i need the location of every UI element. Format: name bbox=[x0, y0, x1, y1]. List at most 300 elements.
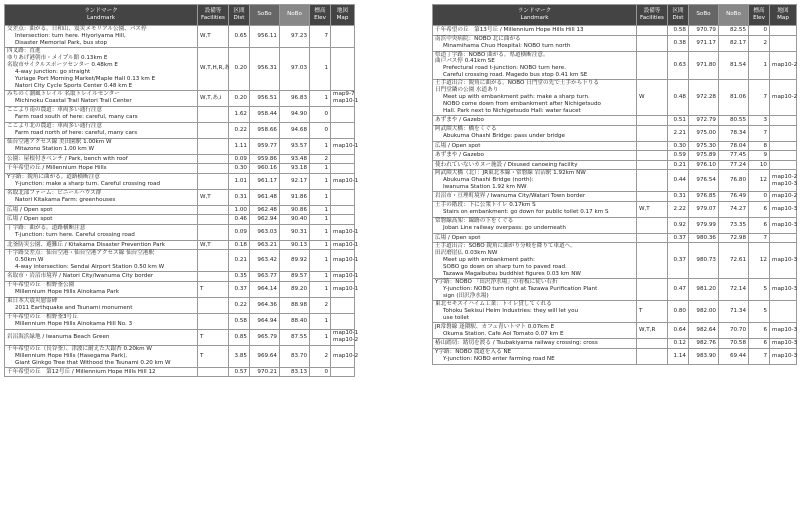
sobo-cell: 956.11 bbox=[250, 26, 280, 48]
elev-cell: 9 bbox=[749, 151, 770, 161]
facilities-cell bbox=[198, 367, 229, 377]
elev-cell: 6 bbox=[749, 339, 770, 349]
landmark-line: SOBO go down on sharp turn to paved road. bbox=[443, 264, 567, 271]
landmark-line: 常磐線高架：線路の下をくぐる bbox=[435, 218, 514, 225]
landmark-line: 丁字路：曲がる。道路横断注意 bbox=[7, 225, 86, 232]
sobo-cell: 980.73 bbox=[689, 243, 719, 279]
elev-cell: 12 bbox=[749, 170, 770, 192]
map-ref: map10-3 bbox=[772, 352, 798, 359]
map-cell bbox=[331, 240, 359, 250]
elev-cell: 1 bbox=[310, 215, 331, 225]
elev-cell: 1 bbox=[310, 250, 331, 272]
elev-cell: 12 bbox=[749, 243, 770, 279]
landmark-cell bbox=[433, 35, 637, 51]
sobo-cell: 962.48 bbox=[250, 205, 280, 215]
sobo-cell: 976.10 bbox=[689, 160, 719, 170]
elev-cell: 0 bbox=[310, 106, 331, 122]
table-row bbox=[5, 173, 355, 189]
facilities-cell bbox=[198, 106, 229, 122]
map-cell bbox=[770, 339, 797, 349]
landmark-line: 土手道出合：SOBO 鋭角に曲がり分岐を降りて車道へ。 bbox=[435, 243, 576, 250]
landmark-cell bbox=[433, 243, 637, 279]
nobo-cell: 90.40 bbox=[280, 215, 310, 225]
sobo-cell: 979.07 bbox=[689, 201, 719, 217]
landmark-line: 岩沼海浜緑地 / Iwanuma Beach Green bbox=[7, 333, 110, 340]
map-ref: map10-2 bbox=[772, 193, 798, 200]
map-cell bbox=[770, 201, 797, 217]
sobo-cell: 961.17 bbox=[250, 173, 280, 189]
table-row bbox=[5, 26, 355, 48]
landmark-cell bbox=[433, 233, 637, 243]
facilities-cell: W,T bbox=[198, 240, 229, 250]
table-row bbox=[5, 329, 355, 345]
landmark-cell bbox=[5, 48, 198, 91]
sobo-cell: 958.66 bbox=[250, 122, 280, 138]
elev-cell: 3 bbox=[749, 116, 770, 126]
table-row bbox=[433, 339, 797, 349]
table-row bbox=[433, 80, 797, 116]
elev-cell: 5 bbox=[749, 279, 770, 301]
dist-cell: 0.58 bbox=[668, 26, 689, 36]
nobo-cell: 88.98 bbox=[280, 297, 310, 313]
table-row bbox=[433, 151, 797, 161]
elev-cell: 2 bbox=[310, 345, 331, 367]
landmark-cell bbox=[5, 240, 198, 250]
landmark-line: 千年希望の丘 第12号丘 / Millennium Hope Hills Hill 12 bbox=[7, 368, 156, 375]
nobo-cell: 77.24 bbox=[719, 160, 749, 170]
elev-cell: 0 bbox=[310, 122, 331, 138]
facilities-cell: W,T bbox=[637, 201, 668, 217]
facilities-cell bbox=[198, 164, 229, 174]
dist-cell: 2.22 bbox=[668, 201, 689, 217]
dist-cell: 0.20 bbox=[229, 48, 250, 91]
landmark-line: 南浜中央病院：NOBO 北に曲がる bbox=[435, 36, 521, 43]
landmark-line: Abukuma Ohashi Bridge (north): bbox=[443, 177, 534, 184]
dist-cell: 0.64 bbox=[668, 323, 689, 339]
landmark-line: 十字路交差点：仙台空港・仙台空港アクセス線 仙台空港駅 bbox=[7, 250, 155, 257]
cue-table-right bbox=[432, 4, 797, 365]
map-cell bbox=[331, 189, 355, 205]
dist-cell: 0.57 bbox=[229, 367, 250, 377]
landmark-cell bbox=[433, 141, 637, 151]
elev-cell: 1 bbox=[310, 164, 331, 174]
landmark-cell bbox=[5, 138, 198, 154]
landmark-cell bbox=[433, 51, 637, 80]
landmark-line: 千年希望の丘（長谷釜）、津波に耐えた大銀杏 0.20km W bbox=[7, 345, 152, 352]
table-row bbox=[5, 272, 355, 282]
cue-table-left bbox=[4, 4, 359, 377]
landmark-line: 北釜防災公園、避難丘 / Kitakama Disaster Prevention Park bbox=[7, 241, 166, 248]
sobo-cell: 980.36 bbox=[689, 233, 719, 243]
facilities-cell bbox=[637, 243, 668, 279]
sobo-cell: 970.79 bbox=[689, 26, 719, 36]
landmark-line: Stairs on embankment: go down for public toilet 0.17 km S bbox=[443, 209, 609, 216]
facilities-cell bbox=[637, 348, 668, 364]
sobo-cell: 956.31 bbox=[250, 48, 280, 91]
landmark-cell bbox=[5, 90, 198, 106]
facilities-cell bbox=[637, 170, 668, 192]
facilities-cell bbox=[637, 160, 668, 170]
landmark-line: sign (田沢浄水場) bbox=[443, 293, 489, 300]
landmark-line: 阿武隈大橋（北）：JR東北本線・常磐線 岩沼駅 1.92km NW bbox=[435, 170, 586, 177]
sobo-cell: 963.42 bbox=[250, 250, 280, 272]
dist-cell: 0.09 bbox=[229, 224, 250, 240]
nobo-cell: 72.61 bbox=[719, 243, 749, 279]
map-cell bbox=[770, 243, 797, 279]
table-row bbox=[5, 224, 355, 240]
elev-cell: 6 bbox=[749, 201, 770, 217]
landmark-cell bbox=[5, 297, 198, 313]
map-ref: map10-3 bbox=[772, 327, 798, 334]
map-cell bbox=[770, 160, 797, 170]
nobo-cell: 83.70 bbox=[280, 345, 310, 367]
nobo-cell: 72.98 bbox=[719, 233, 749, 243]
map-cell bbox=[770, 116, 797, 126]
landmark-cell bbox=[5, 215, 198, 225]
landmark-cell bbox=[5, 26, 198, 48]
sobo-cell: 975.89 bbox=[689, 151, 719, 161]
sobo-cell: 982.64 bbox=[689, 323, 719, 339]
landmark-cell bbox=[5, 329, 198, 345]
sobo-cell: 983.90 bbox=[689, 348, 719, 364]
nobo-cell: 93.57 bbox=[280, 138, 310, 154]
elev-cell: 6 bbox=[749, 217, 770, 233]
landmark-line: ここより北の農道：車両多い通行注意 bbox=[7, 123, 103, 130]
map-ref: map10-1 bbox=[333, 285, 359, 292]
facilities-cell bbox=[637, 192, 668, 202]
map-ref: map10-3 bbox=[772, 257, 798, 264]
nobo-cell: 81.06 bbox=[719, 80, 749, 116]
dist-cell: 0.63 bbox=[668, 51, 689, 80]
sobo-cell: 976.85 bbox=[689, 192, 719, 202]
elev-cell: 6 bbox=[749, 323, 770, 339]
map-ref: map10-3 bbox=[772, 221, 798, 228]
landmark-cell bbox=[433, 125, 637, 141]
map-cell bbox=[770, 170, 797, 192]
table-row bbox=[5, 164, 355, 174]
landmark-cell bbox=[5, 154, 198, 164]
landmark-line: Abukuma Ohashi Bridge: pass under bridge bbox=[443, 133, 565, 140]
landmark-line: 名取北部ファーム：ビニールハウス群 bbox=[7, 190, 102, 197]
elev-cell: 2 bbox=[310, 154, 331, 164]
landmark-cell bbox=[5, 224, 198, 240]
dist-cell: 0.09 bbox=[229, 154, 250, 164]
elev-cell: 7 bbox=[749, 80, 770, 116]
table-row bbox=[433, 301, 797, 323]
facilities-cell bbox=[637, 279, 668, 301]
facilities-cell: W,T,R bbox=[637, 323, 668, 339]
landmark-line: 日門堂隣の公園 水道あり bbox=[435, 87, 499, 94]
landmark-line: Meet up with embankment path: bbox=[443, 257, 535, 264]
nobo-cell: 81.54 bbox=[719, 51, 749, 80]
nobo-cell: 70.58 bbox=[719, 339, 749, 349]
map-ref: map10-2 bbox=[772, 173, 798, 180]
dist-cell: 0.22 bbox=[229, 122, 250, 138]
nobo-cell: 90.86 bbox=[280, 205, 310, 215]
table-row bbox=[5, 90, 355, 106]
dist-cell: 0.37 bbox=[668, 243, 689, 279]
map-ref: map10-1 bbox=[333, 257, 359, 264]
header-sobo: SoBo bbox=[689, 5, 719, 26]
landmark-line: Okuma Station. Cafe Aoi Tomato 0.07 km E bbox=[443, 330, 564, 337]
table-row bbox=[433, 35, 797, 51]
landmark-line: Meet up with embankment path: make a sharp turn. bbox=[443, 94, 590, 101]
facilities-cell bbox=[637, 151, 668, 161]
sobo-cell: 982.76 bbox=[689, 339, 719, 349]
table-row bbox=[433, 170, 797, 192]
header-map: 地図 Map bbox=[770, 5, 797, 26]
map-cell bbox=[770, 80, 797, 116]
table-row bbox=[433, 233, 797, 243]
landmark-cell bbox=[433, 170, 637, 192]
landmark-line: 名取市・岩沼市境界 / Natori City/Iwanuma City border bbox=[7, 273, 154, 280]
landmark-cell bbox=[5, 313, 198, 329]
landmark-line: Y-junction: make a sharp turn. Careful crossing road bbox=[15, 181, 161, 188]
landmark-cell bbox=[5, 345, 198, 367]
landmark-line: Giant Ginkgo Tree that Withood the Tsunami 0.20 km W bbox=[15, 359, 171, 366]
landmark-line: JR常磐線 逢隈駅、カフェ青いトマト 0.07km E bbox=[435, 323, 555, 330]
header-dist: 区間 Dist bbox=[229, 5, 250, 26]
map-ref: map9-7 bbox=[333, 91, 355, 98]
map-cell bbox=[770, 35, 797, 51]
map-cell bbox=[331, 138, 359, 154]
elev-cell: 1 bbox=[310, 138, 331, 154]
facilities-cell bbox=[198, 122, 229, 138]
landmark-cell bbox=[5, 250, 198, 272]
map-cell bbox=[331, 345, 359, 367]
facilities-cell: T bbox=[198, 281, 229, 297]
nobo-cell: 69.44 bbox=[719, 348, 749, 364]
facilities-cell: W,T,H,R,あ bbox=[198, 48, 229, 91]
map-ref: map10-1 bbox=[333, 330, 359, 337]
landmark-line: Farm road south of here: careful, many cars bbox=[15, 114, 138, 121]
table-row bbox=[433, 51, 797, 80]
nobo-cell: 72.14 bbox=[719, 279, 749, 301]
landmark-line: 県道丁字路：NOBO 曲がる。県道横断注意。 bbox=[435, 51, 549, 58]
landmark-line: Y字路：NOBO 農道を入る NE bbox=[435, 349, 512, 356]
table-row bbox=[5, 313, 355, 329]
elev-cell: 1 bbox=[310, 90, 331, 106]
facilities-cell bbox=[198, 313, 229, 329]
nobo-cell: 80.55 bbox=[719, 116, 749, 126]
table-row bbox=[433, 192, 797, 202]
landmark-cell bbox=[433, 201, 637, 217]
table-row bbox=[5, 205, 355, 215]
elev-cell: 7 bbox=[749, 348, 770, 364]
elev-cell: 5 bbox=[749, 301, 770, 323]
nobo-cell: 76.49 bbox=[719, 192, 749, 202]
dist-cell: 1.01 bbox=[229, 173, 250, 189]
dist-cell: 0.47 bbox=[668, 279, 689, 301]
table-row bbox=[5, 281, 355, 297]
landmark-line: Joban Line railway overpass: go underneath bbox=[443, 225, 566, 232]
map-cell bbox=[770, 233, 797, 243]
dist-cell: 0.22 bbox=[229, 297, 250, 313]
nobo-cell: 73.35 bbox=[719, 217, 749, 233]
landmark-line: Careful crossing road. Magedo bus stop 0.41 km SE bbox=[443, 72, 588, 79]
nobo-cell: 89.92 bbox=[280, 250, 310, 272]
dist-cell: 0.58 bbox=[229, 313, 250, 329]
sobo-cell: 972.28 bbox=[689, 80, 719, 116]
landmark-line: Natori Kitakama Farm: greenhouses bbox=[15, 197, 116, 204]
map-cell bbox=[770, 151, 797, 161]
sobo-cell: 963.03 bbox=[250, 224, 280, 240]
facilities-cell bbox=[637, 217, 668, 233]
map-ref: map10-2 bbox=[772, 61, 798, 68]
landmark-line: あずまや / Gazebo bbox=[435, 117, 484, 124]
dist-cell: 0.37 bbox=[229, 281, 250, 297]
table-row bbox=[433, 160, 797, 170]
map-cell bbox=[331, 250, 359, 272]
nobo-cell: 77.45 bbox=[719, 151, 749, 161]
landmark-line: 四叉路：直進 bbox=[7, 48, 41, 54]
facilities-cell bbox=[198, 215, 229, 225]
elev-cell: 1 bbox=[310, 281, 331, 297]
dist-cell: 1.62 bbox=[229, 106, 250, 122]
nobo-cell: 70.70 bbox=[719, 323, 749, 339]
map-ref: map10-2 bbox=[333, 337, 359, 344]
table-row bbox=[5, 122, 355, 138]
landmark-line: T-junction: turn here. Careful crossing road bbox=[15, 232, 135, 239]
landmark-line: Iwanuma Station 1.92 km NW bbox=[443, 184, 527, 191]
dist-cell: 0.48 bbox=[668, 80, 689, 116]
facilities-cell: W bbox=[637, 80, 668, 116]
landmark-cell bbox=[433, 323, 637, 339]
nobo-cell: 88.40 bbox=[280, 313, 310, 329]
sobo-cell: 971.17 bbox=[689, 35, 719, 51]
sobo-cell: 959.77 bbox=[250, 138, 280, 154]
sobo-cell: 964.94 bbox=[250, 313, 280, 329]
map-ref: map10-1 bbox=[333, 273, 359, 280]
facilities-cell: T bbox=[198, 329, 229, 345]
landmark-line: 広場 / Open spot bbox=[435, 234, 481, 241]
table-row bbox=[5, 189, 355, 205]
landmark-line: 千年希望の丘 / Millennium Hope Hills bbox=[7, 165, 107, 172]
landmark-cell bbox=[5, 205, 198, 215]
table-row bbox=[433, 217, 797, 233]
landmark-line: 岩沼市・亘理町境界 / Iwanuma City/Watari Town border bbox=[435, 193, 586, 200]
dist-cell: 0.21 bbox=[229, 250, 250, 272]
map-ref: map10-3 bbox=[772, 180, 798, 187]
dist-cell: 0.20 bbox=[229, 90, 250, 106]
sobo-cell: 969.64 bbox=[250, 345, 280, 367]
dist-cell: 0.85 bbox=[229, 329, 250, 345]
header-facilities: 設備等 Facilities bbox=[198, 5, 229, 26]
elev-cell: 1 bbox=[310, 313, 331, 329]
header-sobo: SoBo bbox=[250, 5, 280, 26]
sobo-cell: 961.48 bbox=[250, 189, 280, 205]
table-row bbox=[5, 297, 355, 313]
landmark-line: みちのく潮風トレイル 名取トレイルセンター bbox=[7, 91, 120, 98]
landmark-line: 仙台空港アクセス線 美田園駅 1.00km W bbox=[7, 139, 112, 146]
landmark-line: Farm road north of here: careful, many cars bbox=[15, 130, 138, 137]
landmark-line: 土手道出合：鋭角に曲がる。NOBO 日門堂の先で土手から下りる bbox=[435, 80, 599, 87]
map-cell bbox=[331, 154, 355, 164]
map-cell bbox=[770, 51, 797, 80]
map-cell bbox=[331, 329, 359, 345]
facilities-cell bbox=[198, 138, 229, 154]
elev-cell: 1 bbox=[749, 51, 770, 80]
nobo-cell: 89.20 bbox=[280, 281, 310, 297]
map-cell bbox=[331, 215, 355, 225]
landmark-cell bbox=[433, 26, 637, 36]
landmark-line: 千年希望の丘 第13号丘 / Millennium Hope Hills Hill 13 bbox=[435, 26, 584, 33]
nobo-cell: 82.55 bbox=[719, 26, 749, 36]
sobo-cell: 976.54 bbox=[689, 170, 719, 192]
cue-table-right-body bbox=[433, 26, 797, 365]
table-row bbox=[433, 26, 797, 36]
landmark-line: 阿武隈大橋：橋をくぐる bbox=[435, 126, 497, 133]
landmark-line: 名取市サイクルスポーツセンター 0.48km E bbox=[7, 61, 118, 68]
nobo-cell: 74.27 bbox=[719, 201, 749, 217]
facilities-cell bbox=[637, 26, 668, 36]
table-row bbox=[5, 367, 355, 377]
nobo-cell: 96.83 bbox=[280, 90, 310, 106]
landmark-line: Y字路：NOBO 「田沢浄水場」の看板に従い右折 bbox=[435, 279, 558, 286]
landmark-line: 東北セキスイハイム工業：トイレ貸してくれる bbox=[435, 301, 552, 308]
landmark-line: 広場 / Open spot bbox=[7, 206, 53, 213]
facilities-cell bbox=[637, 116, 668, 126]
header-landmark: ランドマーク Landmark bbox=[5, 5, 198, 26]
landmark-line: 交差点：曲がる。日和山、震災メモリアル公園、バス停 bbox=[7, 26, 147, 33]
landmark-cell bbox=[433, 348, 637, 364]
facilities-cell bbox=[198, 205, 229, 215]
table-row bbox=[433, 323, 797, 339]
facilities-cell bbox=[198, 250, 229, 272]
dist-cell: 0.37 bbox=[668, 233, 689, 243]
landmark-line: Millennium Hope Hills (Hasegama Park), bbox=[15, 352, 128, 359]
dist-cell: 0.51 bbox=[668, 116, 689, 126]
map-cell bbox=[331, 297, 355, 313]
landmark-line: 広場 / Open spot bbox=[7, 216, 53, 223]
landmark-line: ゆりあげ港朝市・メイプル館 0.13km E bbox=[7, 54, 108, 61]
elev-cell: 1 bbox=[310, 272, 331, 282]
dist-cell: 0.31 bbox=[229, 189, 250, 205]
landmark-line: Prefectural road t-junction: NOBO turn here. bbox=[443, 65, 566, 72]
nobo-cell: 87.55 bbox=[280, 329, 310, 345]
nobo-cell: 71.34 bbox=[719, 301, 749, 323]
dist-cell: 0.30 bbox=[229, 164, 250, 174]
landmark-line: NOBO come down from embankment after Nichigetsudo bbox=[443, 101, 601, 108]
table-row bbox=[433, 125, 797, 141]
table-row bbox=[433, 243, 797, 279]
landmark-line: 椿山踏切：踏切を渡る / Tsubakiyama railway crossing: cross bbox=[435, 340, 598, 347]
landmark-line: Tohoku Sekisui Heim Industries: they will let you bbox=[443, 308, 579, 315]
facilities-cell bbox=[637, 233, 668, 243]
sobo-cell: 962.94 bbox=[250, 215, 280, 225]
map-ref: map10-1 bbox=[333, 241, 359, 248]
elev-cell: 10 bbox=[749, 160, 770, 170]
facilities-cell: W,T,あ,i bbox=[198, 90, 229, 106]
landmark-cell bbox=[433, 301, 637, 323]
nobo-cell: 93.48 bbox=[280, 154, 310, 164]
landmark-line: Natori City Cycle Sports Center 0.48 km E bbox=[15, 82, 133, 89]
dist-cell: 0.18 bbox=[229, 240, 250, 250]
landmark-cell bbox=[433, 80, 637, 116]
facilities-cell: W,T bbox=[198, 26, 229, 48]
table-row bbox=[5, 48, 355, 91]
landmark-line: Intersection: turn here. Hiyoriyama Hill, bbox=[15, 33, 126, 39]
map-cell bbox=[331, 173, 359, 189]
sobo-cell: 982.00 bbox=[689, 301, 719, 323]
map-cell bbox=[331, 122, 355, 138]
map-cell bbox=[331, 26, 355, 48]
sobo-cell: 959.86 bbox=[250, 154, 280, 164]
landmark-cell bbox=[433, 192, 637, 202]
cue-table-left-body bbox=[5, 26, 359, 377]
header-nobo: NoBo bbox=[719, 5, 749, 26]
landmark-line: ここより南の農道：車両多い通行注意 bbox=[7, 107, 103, 114]
